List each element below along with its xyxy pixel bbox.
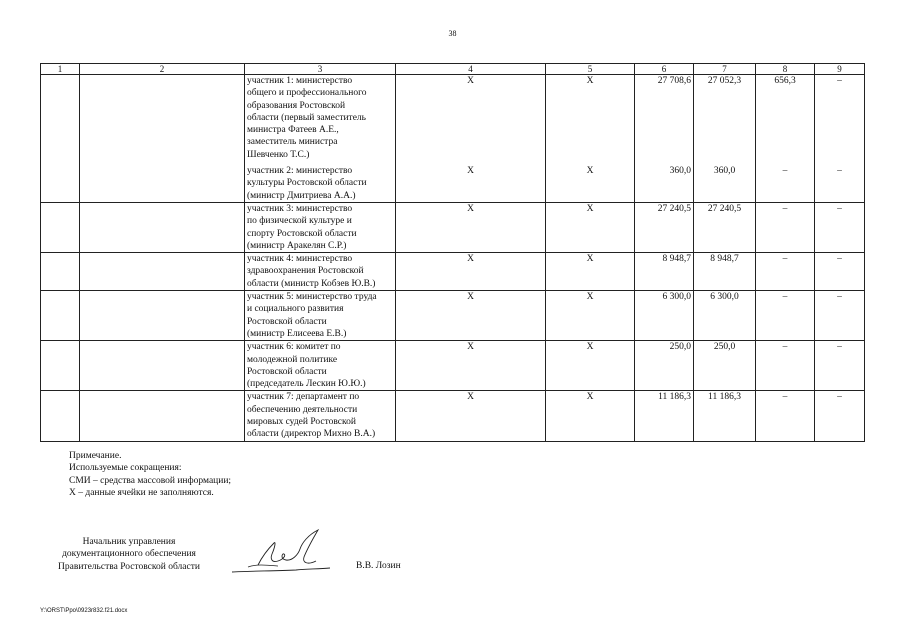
- participant-line: области (директор Михно В.А.): [247, 429, 376, 440]
- cell-col-6: 8 948,7: [635, 253, 694, 291]
- cell-col-9: –: [815, 291, 865, 341]
- participant-line: по физической культуре и: [247, 216, 352, 227]
- cell-col-1: [41, 161, 80, 202]
- cell-col-7: 11 186,3: [694, 391, 756, 441]
- file-path: Y:\ORST\Ppo\0923r832.f21.docx: [40, 608, 128, 614]
- participant-line: Ростовской области: [247, 366, 327, 377]
- cell-col-6: 6 300,0: [635, 291, 694, 341]
- participant-line: заместитель министра: [247, 137, 338, 148]
- cell-col-2: [80, 75, 245, 162]
- cell-col-7: 6 300,0: [694, 291, 756, 341]
- participant-line: (министр Елисеева Е.В.): [247, 328, 347, 339]
- note-block: [69, 450, 231, 499]
- cell-col-8: –: [756, 291, 815, 341]
- cell-col-5: Х: [546, 253, 635, 291]
- participant-line: здравоохранения Ростовской: [247, 266, 364, 277]
- signatory-position: [40, 536, 218, 573]
- table-body: [41, 75, 865, 442]
- participant-line: участник 5: министерство труда: [247, 292, 377, 303]
- table-row: [41, 391, 865, 441]
- cell-col-7: 27 052,3: [694, 75, 756, 162]
- header-col-7: 7: [694, 64, 756, 75]
- participant-line: участник 3: министерство: [247, 203, 353, 214]
- header-col-1: 1: [41, 64, 80, 75]
- table-row: [41, 202, 865, 252]
- cell-col-2: [80, 341, 245, 391]
- participant-line: (министр Аракелян С.Р.): [247, 240, 347, 251]
- position-line: Правительства Ростовской области: [58, 561, 200, 572]
- participant-line: Шевченко Т.С.): [247, 149, 310, 160]
- cell-col-9: –: [815, 391, 865, 441]
- participant-line: министра Фатеев А.Е.,: [247, 125, 339, 136]
- header-col-5: 5: [546, 64, 635, 75]
- budget-table: [40, 63, 865, 442]
- cell-col-9: –: [815, 253, 865, 291]
- cell-col-1: [41, 341, 80, 391]
- header-col-4: 4: [396, 64, 546, 75]
- cell-col-8: 656,3: [756, 75, 815, 162]
- participant-cell: [245, 202, 396, 252]
- cell-col-2: [80, 161, 245, 202]
- cell-col-8: –: [756, 202, 815, 252]
- table-header-row: [41, 64, 865, 75]
- cell-col-5: Х: [546, 291, 635, 341]
- table-row: [41, 253, 865, 291]
- participant-line: участник 1: министерство: [247, 76, 353, 86]
- cell-col-9: –: [815, 161, 865, 202]
- cell-col-8: –: [756, 161, 815, 202]
- note-intro: Используемые сокращения:: [69, 463, 182, 474]
- cell-col-5: Х: [546, 341, 635, 391]
- header-col-3: 3: [245, 64, 396, 75]
- participant-line: общего и профессионального: [247, 88, 367, 99]
- cell-col-5: Х: [546, 202, 635, 252]
- cell-col-4: Х: [396, 341, 546, 391]
- cell-col-9: –: [815, 75, 865, 162]
- note-item-x: Х – данные ячейки не заполняются.: [69, 487, 214, 498]
- cell-col-8: –: [756, 253, 815, 291]
- participant-line: участник 2: министерство: [247, 166, 353, 177]
- participant-line: (министр Дмитриева А.А.): [247, 190, 356, 201]
- cell-col-7: 250,0: [694, 341, 756, 391]
- table-row: [41, 291, 865, 341]
- participant-line: (председатель Лескин Ю.Ю.): [247, 379, 366, 390]
- table-row: [41, 341, 865, 391]
- participant-line: спорту Ростовской области: [247, 228, 357, 239]
- cell-col-4: Х: [396, 161, 546, 202]
- cell-col-6: 27 240,5: [635, 202, 694, 252]
- header-col-2: 2: [80, 64, 245, 75]
- note-title: Примечание.: [69, 451, 122, 461]
- page-number: 38: [448, 29, 457, 38]
- participant-line: молодежной политике: [247, 354, 338, 365]
- header-col-8: 8: [756, 64, 815, 75]
- cell-col-4: Х: [396, 391, 546, 441]
- participant-cell: [245, 161, 396, 202]
- header-col-6: 6: [635, 64, 694, 75]
- cell-col-1: [41, 291, 80, 341]
- participant-line: области (первый заместитель: [247, 112, 367, 123]
- cell-col-7: 360,0: [694, 161, 756, 202]
- cell-col-6: 360,0: [635, 161, 694, 202]
- participant-cell: [245, 75, 396, 162]
- participant-line: культуры Ростовской области: [247, 178, 367, 189]
- position-line: Начальник управления: [82, 537, 176, 547]
- cell-col-4: Х: [396, 202, 546, 252]
- cell-col-7: 8 948,7: [694, 253, 756, 291]
- cell-col-5: Х: [546, 161, 635, 202]
- cell-col-4: Х: [396, 253, 546, 291]
- header-col-9: 9: [815, 64, 865, 75]
- participant-line: области (министр Кобзев Ю.В.): [247, 278, 376, 289]
- participant-line: Ростовской области: [247, 316, 327, 327]
- participant-cell: [245, 341, 396, 391]
- cell-col-7: 27 240,5: [694, 202, 756, 252]
- handwritten-signature: [228, 527, 334, 579]
- cell-col-2: [80, 391, 245, 441]
- participant-line: и социального развития: [247, 304, 344, 315]
- cell-col-6: 250,0: [635, 341, 694, 391]
- position-line: документационного обеспечения: [62, 549, 196, 560]
- participant-line: участник 7: департамент по: [247, 392, 360, 403]
- participant-line: участник 4: министерство: [247, 254, 353, 265]
- cell-col-6: 11 186,3: [635, 391, 694, 441]
- participant-cell: [245, 291, 396, 341]
- cell-col-8: –: [756, 341, 815, 391]
- cell-col-8: –: [756, 391, 815, 441]
- cell-col-1: [41, 75, 80, 162]
- cell-col-1: [41, 253, 80, 291]
- participant-cell: [245, 391, 396, 441]
- signatory-name: В.В. Лозин: [356, 561, 401, 571]
- participant-line: участник 6: комитет по: [247, 342, 341, 353]
- cell-col-6: 27 708,6: [635, 75, 694, 162]
- table-row: [41, 75, 865, 162]
- cell-col-5: Х: [546, 75, 635, 162]
- cell-col-9: –: [815, 341, 865, 391]
- cell-col-1: [41, 391, 80, 441]
- participant-cell: [245, 253, 396, 291]
- table-row: [41, 161, 865, 202]
- cell-col-5: Х: [546, 391, 635, 441]
- cell-col-9: –: [815, 202, 865, 252]
- cell-col-1: [41, 202, 80, 252]
- participant-line: образования Ростовской: [247, 100, 346, 111]
- participant-line: мировых судей Ростовской: [247, 417, 356, 428]
- cell-col-2: [80, 253, 245, 291]
- cell-col-2: [80, 291, 245, 341]
- participant-line: обеспечению деятельности: [247, 404, 358, 415]
- note-item-smi: СМИ – средства массовой информации;: [69, 475, 232, 486]
- cell-col-2: [80, 202, 245, 252]
- cell-col-4: Х: [396, 75, 546, 162]
- cell-col-4: Х: [396, 291, 546, 341]
